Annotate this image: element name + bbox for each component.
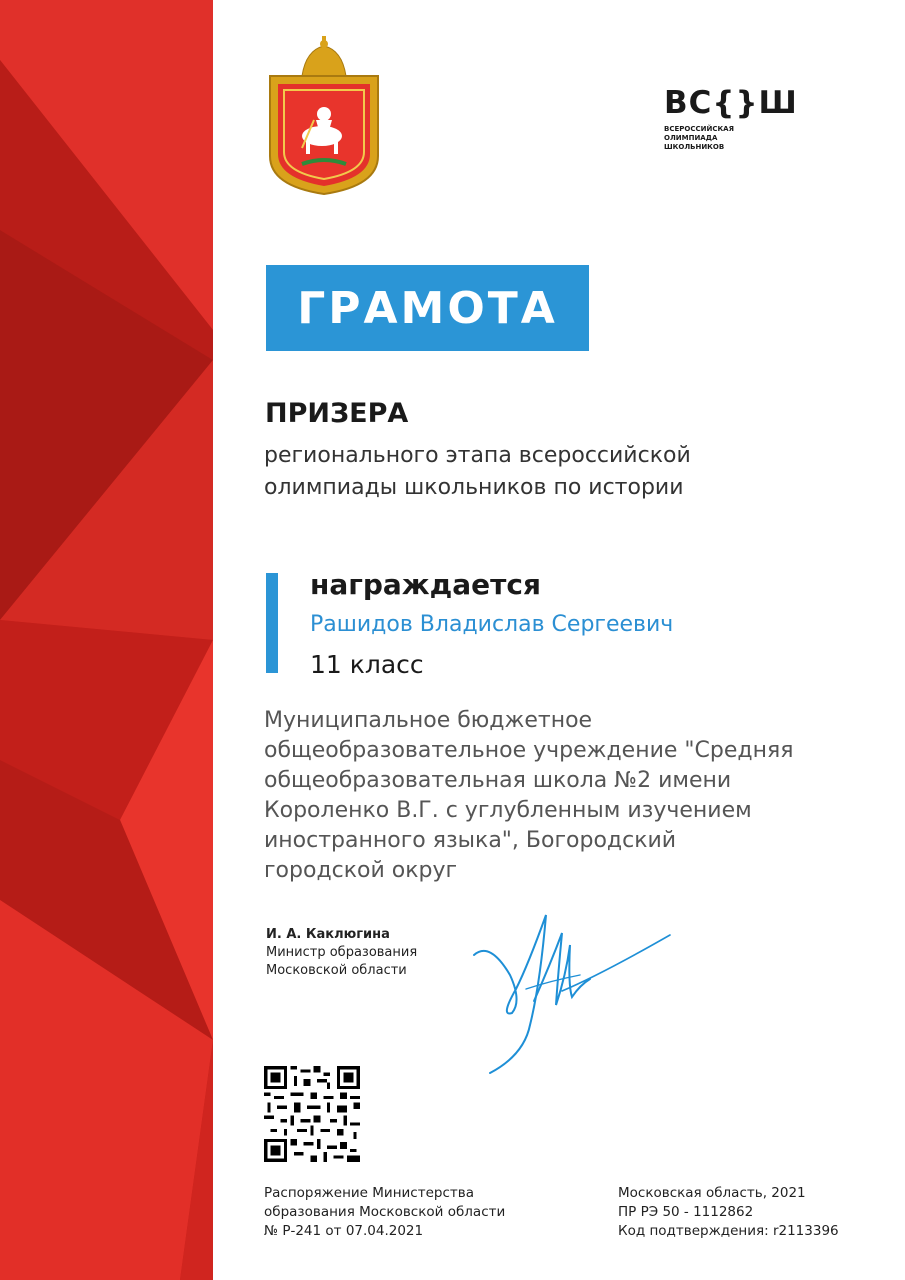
coat-of-arms-emblem xyxy=(262,36,386,196)
ministry-order-line: Распоряжение Министерства xyxy=(264,1185,474,1201)
school-name-line: иностранного языка", Богородский xyxy=(264,828,677,853)
school-name-line: общеобразовательное учреждение "Средняя xyxy=(264,738,794,763)
certificate-info-line: Московская область, 2021 xyxy=(618,1185,806,1201)
school-name-line: городской округ xyxy=(264,858,458,883)
school-name-line: Короленко В.Г. с углубленным изучением xyxy=(264,798,752,823)
awarded-label: награждается xyxy=(310,568,541,601)
signer-role: Московской области xyxy=(266,963,407,978)
prize-description-line: олимпиады школьников по истории xyxy=(264,475,684,500)
student-grade: 11 класс xyxy=(310,650,424,679)
qr-code xyxy=(264,1066,360,1162)
ministry-order-line: № Р-241 от 07.04.2021 xyxy=(264,1223,424,1239)
prize-description xyxy=(264,440,744,504)
decorative-red-side-panel xyxy=(0,0,213,1280)
ministry-order-line: образования Московской области xyxy=(264,1204,506,1220)
school-name-line: Муниципальное бюджетное xyxy=(264,708,593,733)
handwritten-signature xyxy=(470,905,675,1075)
prize-title: ПРИЗЕРА xyxy=(265,398,409,429)
certificate-info xyxy=(618,1184,839,1241)
certificate-verification-code: Код подтверждения: r2113396 xyxy=(618,1223,839,1239)
school-name xyxy=(264,706,864,886)
school-name-line: общеобразовательная школа №2 имени xyxy=(264,768,732,793)
diploma-title-banner: ГРАМОТА xyxy=(266,265,589,351)
vsosh-logo xyxy=(664,85,814,152)
vsosh-logo-mark: ВС{}Ш xyxy=(664,85,798,121)
accent-bar xyxy=(266,573,278,673)
prize-description-line: регионального этапа всероссийской xyxy=(264,443,691,468)
signer-name: И. А. Каклюгина xyxy=(266,927,390,942)
signer-role: Министр образования xyxy=(266,945,418,960)
student-name: Рашидов Владислав Сергеевич xyxy=(310,612,674,637)
ministry-order xyxy=(264,1184,505,1241)
certificate-info-line: ПР РЭ 50 - 1112862 xyxy=(618,1204,754,1220)
vsosh-logo-subtitle: ВСЕРОССИЙСКАЯ ОЛИМПИАДА ШКОЛЬНИКОВ xyxy=(664,125,734,151)
signer-block xyxy=(266,926,417,980)
